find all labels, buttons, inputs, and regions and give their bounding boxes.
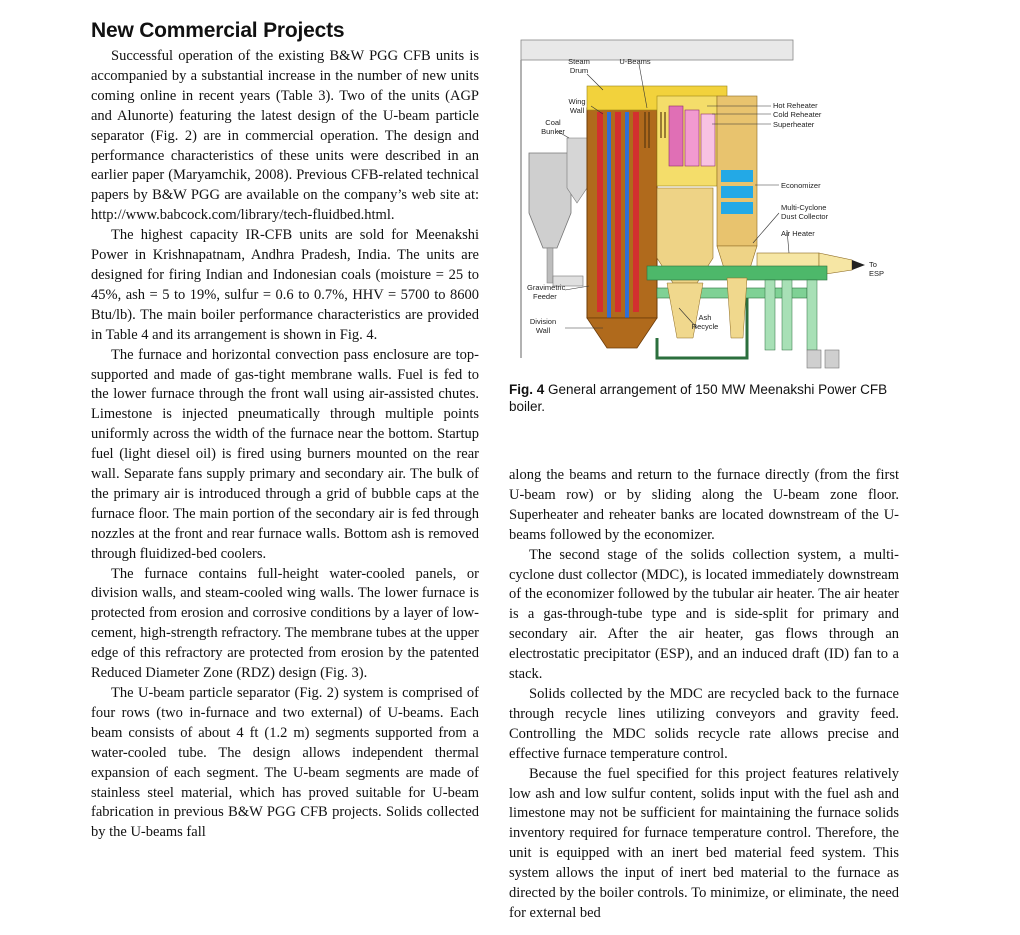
boiler-diagram: [507, 38, 902, 378]
roof-frame: [521, 40, 793, 60]
cold-reheater-bank: [685, 110, 699, 166]
to-esp-arrow: [852, 260, 865, 270]
label-coal-bunker-2: Bunker: [541, 127, 565, 136]
label-to-esp-1: To: [869, 260, 877, 269]
label-steam-drum-2: Drum: [569, 66, 589, 75]
paragraph: The furnace contains full-height water-cooled panels, or division walls, and steam-cooled wing walls. The lower furnace is protected from erosion and corrosive conditions by a layer of low-cement, high-strength refractory. The membrane tubes at the upper edge of this refractory are protected from erosion by the patented Reduced Diameter Zone (RDZ) design (Fig. 3).: [91, 565, 479, 682]
figure-caption: [509, 381, 904, 415]
superheater-bank: [701, 114, 715, 166]
label-gravimetric-feeder-1: Gravimetric: [527, 283, 566, 292]
right-text-column: [509, 466, 899, 924]
label-gravimetric-feeder-2: Feeder: [533, 292, 557, 301]
paragraph: Because the fuel specified for this project features relatively low ash and low sulfur content, solids input with the fuel ash and limestone may not be sufficient for maintaining the furnace solids inventory required for furnace temperature control. Therefore, the unit is equipped with an inert bed material feed system. This system allows the input of inert bed material to the furnace as directed by the boiler controls. To minimize, or eliminate, the need for external bed: [509, 765, 899, 921]
coal-bunker: [529, 153, 571, 248]
paragraph: along the beams and return to the furnace directly (from the first U-beam row) or by sliding along the U-beam zone floor. Superheater and reheater banks are located downstream of the U-beams followed by the economizer.: [509, 467, 899, 543]
label-multi-cyclone-1: Multi-Cyclone: [781, 203, 827, 212]
label-u-beams: U-Beams: [619, 57, 651, 66]
label-ash-recycle-2: Recycle: [691, 322, 719, 331]
paragraph: The U-beam particle separator (Fig. 2) system is comprised of four rows (two in-furnace and two external) of U-beams. Each beam consists of about 4 ft (1.2 m) segments supported from a water-cooled tube. The design allows independent thermal expansion of each segment. The U-beam segments are made of stainless steel material, which has proved suitable for U-beam fabrication in previous B&W PGG CFB projects. Solids collected by the U-beams fall: [91, 685, 479, 841]
hot-reheater-bank: [669, 106, 683, 166]
label-ash-recycle-1: Ash: [698, 313, 712, 322]
paragraph: The furnace and horizontal convection pass enclosure are top-supported and made of gas-tight membrane walls. Fuel is fed to the lower furnace through the front wall using air-assisted chutes. Limestone is injected pneumatically through multiple points uniformly across the width of the furnace near the bottom. Startup fuel (light diesel oil) is fired using burners mounted on the rear wall. Separate fans supply primary and secondary air. The bulk of the primary air is introduced through a grid of bubble caps at the furnace floor. The main portion of the secondary air is fed through nozzles at the front and rear furnace walls. Bottom ash is removed through fluidized-bed coolers.: [91, 346, 479, 562]
caption-text: General arrangement of 150 MW Meenakshi Power CFB boiler.: [509, 382, 888, 414]
label-steam-drum-1: Steam: [568, 57, 590, 66]
label-superheater: Superheater: [773, 120, 815, 129]
boiler-arrangement-figure: [507, 38, 902, 378]
label-wing-wall-2: Wall: [569, 106, 585, 115]
section-heading: New Commercial Projects: [91, 19, 345, 42]
left-text-column: [91, 47, 479, 843]
paragraph: Successful operation of the existing B&W PGG CFB units is accompanied by a substantial increase in the number of new units coming online in recent years (Table 3). Two of the units (AGP and Alunorte) featuring the latest design of the U-beam particle separator (Fig. 2) are in commercial operation. The design and performance characteristics of these units were described in an earlier paper (Maryamchik, 2008). Previous CFB-related technical papers by B&W PGG are available on the company’s web site at: http://www.babcock.com/library/tech-fluidbed.html.: [91, 48, 479, 224]
paragraph: The highest capacity IR-CFB units are sold for Meenakshi Power in Krishnapatnam, Andhra Pradesh, India. The units are designed for firing Indian and Indonesian coals (moisture = 25 to 45%, ash = 5 to 19%, sulfur = 0.6 to 0.7%, HHV = 5700 to 8600 Btu/lb). The main boiler performance characteristics are provided in Table 4 and its arrangement is shown in Fig. 4.: [91, 227, 479, 343]
caption-label: Fig. 4: [509, 382, 545, 397]
label-to-esp-2: ESP: [869, 269, 885, 278]
paragraph: Solids collected by the MDC are recycled back to the furnace through recycle lines utilizing conveyors and gravity feed. Controlling the MDC solids recycle rate allows precise and effective furnace temperature control.: [509, 685, 899, 762]
label-multi-cyclone-2: Dust Collector: [781, 212, 829, 221]
label-air-heater: Air Heater: [781, 229, 815, 238]
label-economizer: Economizer: [781, 181, 821, 190]
paragraph: The second stage of the solids collection system, a multi-cyclone dust collector (MDC), is located immediately downstream of the economizer followed by the tubular air heater. The air heater is a gas-through-tube type and is side-split for primary and secondary air. After the air heater, gas flows through an electrostatic precipitator (ESP), and an induced draft (ID) fan to a stack.: [509, 546, 899, 683]
label-cold-reheater: Cold Reheater: [773, 110, 822, 119]
label-wing-wall-1: Wing: [568, 97, 586, 106]
label-coal-bunker-1: Coal: [545, 118, 561, 127]
label-division-wall-2: Wall: [535, 326, 551, 335]
label-division-wall-1: Division: [529, 317, 557, 326]
label-hot-reheater: Hot Reheater: [773, 101, 818, 110]
economizer-bank: [721, 170, 753, 182]
